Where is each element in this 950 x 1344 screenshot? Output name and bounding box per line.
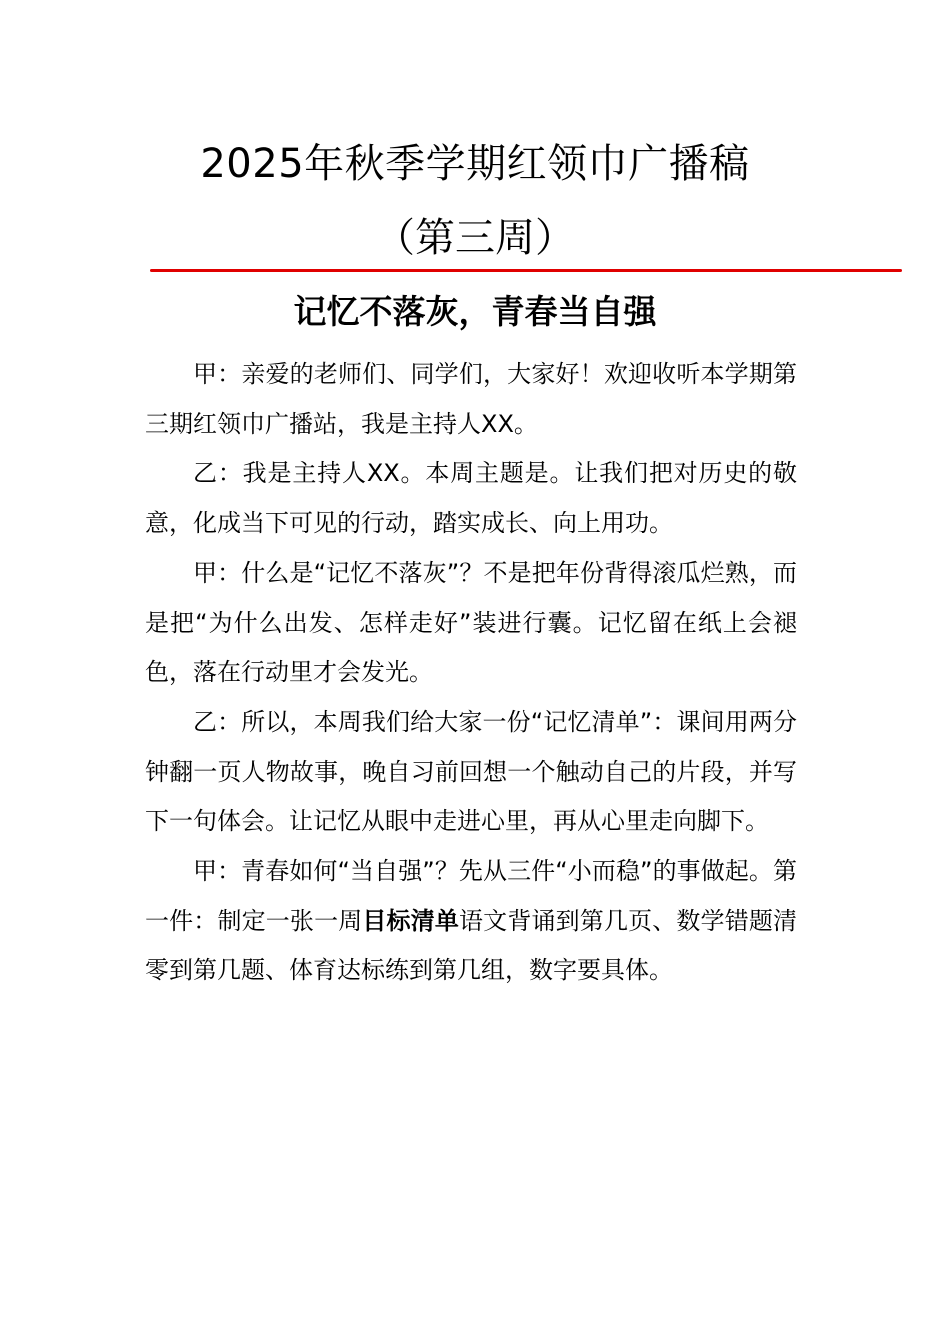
document-subtitle: 记忆不落灰，青春当自强 (293, 292, 657, 331)
paragraph-1: 甲：亲爱的老师们、同学们，大家好！欢迎收听本学期第三期红领巾广播站，我是主持人XX。 (145, 360, 797, 438)
red-divider-line (150, 269, 902, 272)
paragraph-5-bold-phrase: 目标清单 (362, 906, 460, 935)
document-body (145, 350, 797, 996)
document-title: 2025年秋季学期红领巾广播稿 (200, 141, 750, 187)
paragraph-5-text-before: 甲：青春如何“当自强”？先从三件“小而稳”的事做起。第一件：制定一张一周 (145, 857, 797, 935)
document-title-week: （第三周） (375, 215, 575, 261)
paragraph-3: 甲：什么是“记忆不落灰”？不是把年份背得滚瓜烂熟，而是把“为什么出发、怎样走好”装进行囊。记忆留在纸上会褪色，落在行动里才会发光。 (145, 558, 797, 687)
paragraph-4: 乙：所以，本周我们给大家一份“记忆清单”：课间用两分钟翻一页人物故事，晚自习前回想一个触动自己的片段，并写下一句体会。让记忆从眼中走进心里，再从心里走向脚下。 (145, 707, 797, 836)
paragraph-5 (145, 847, 797, 996)
paragraph-5-text-after: 语文背诵到第几页、数学错题清零到第几题、体育达标练到第几组，数字要具体。 (145, 906, 798, 985)
paragraph-2: 乙：我是主持人XX。本周主题是。让我们把对历史的敬意，化成当下可见的行动，踏实成长、向上用功。 (145, 459, 797, 538)
